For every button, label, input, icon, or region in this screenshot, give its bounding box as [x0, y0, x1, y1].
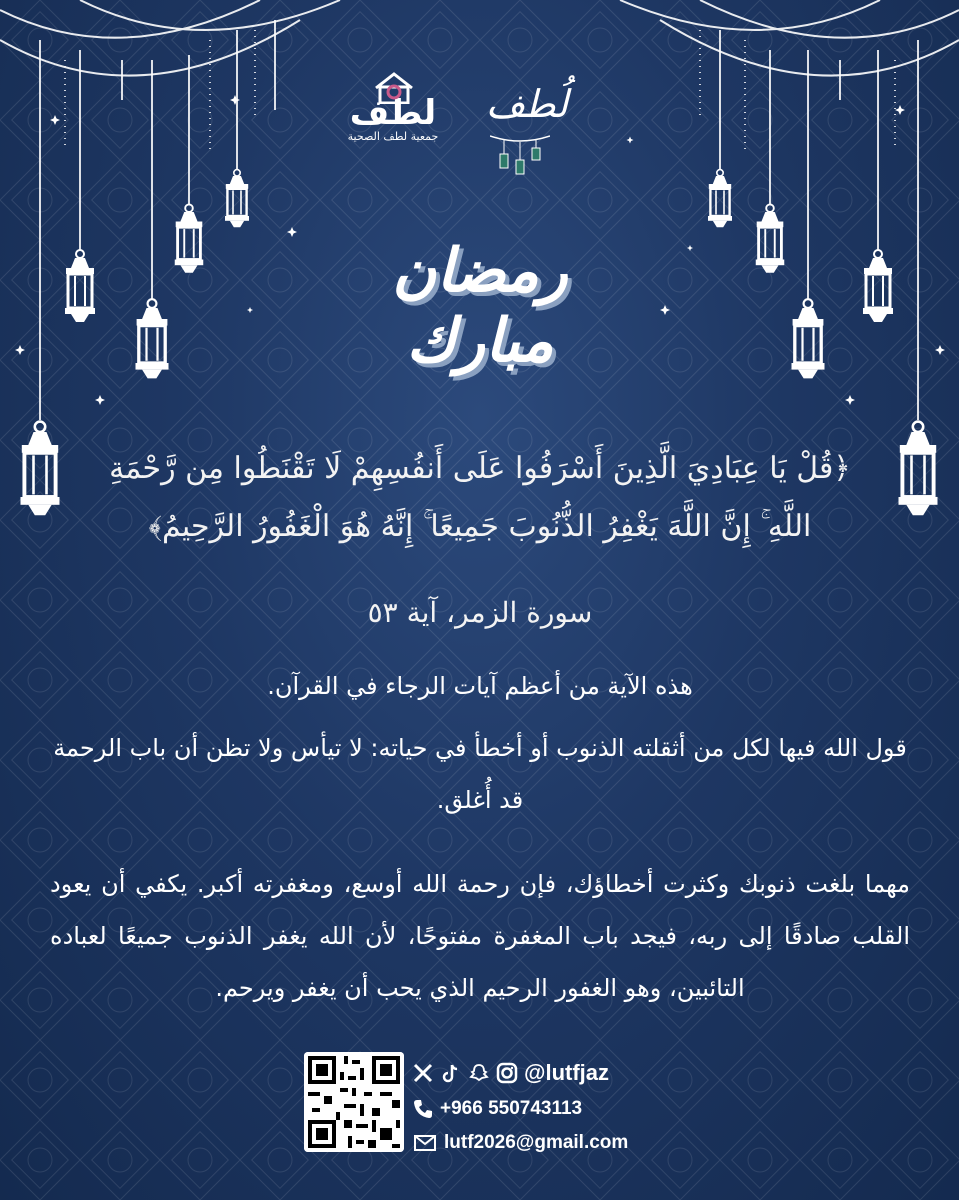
paragraph-1: هذه الآية من أعظم آيات الرجاء في القرآن. [267, 672, 693, 700]
quran-verse [80, 440, 880, 556]
social-row [412, 1060, 609, 1086]
lutf-script-logo [480, 82, 569, 182]
email-row [412, 1132, 628, 1154]
tiktok-icon[interactable] [440, 1062, 462, 1084]
phone-icon [412, 1098, 434, 1120]
contact-footer [300, 1052, 680, 1162]
snapchat-icon[interactable] [468, 1062, 490, 1084]
garland-strings [0, 0, 959, 76]
association-name: لطف [349, 93, 437, 133]
phone-number[interactable]: +966 550743113 [440, 1098, 583, 1119]
paragraph-3: مهما بلغت ذنوبك وكثرت أخطاؤك، فإن رحمة الله أوسع، ومغفرته أكبر. يكفي أن يعود القلب صادقًا إلى ربه، فيجد باب المغفرة مفتوحًا، لأن الله يغفر الذنوب جميعًا لعباده التائبين، وهو الغفور الرحيم الذي يحب أن يغفر ويرحم. [50, 870, 910, 1002]
social-handle[interactable]: @lutfjaz [524, 1060, 610, 1085]
mini-lanterns-icon [490, 132, 550, 182]
house-heart-icon [372, 72, 416, 104]
instagram-icon[interactable] [496, 1062, 518, 1084]
lutf-association-logo [338, 72, 448, 154]
script-logo-text: لُطف [486, 82, 569, 126]
ramadan-mubarak-title [300, 232, 660, 402]
verse-line-2: اللَّهِ ۚ إِنَّ اللَّهَ يَغْفِرُ الذُّنُوبَ جَمِيعًا ۚ إِنَّهُ هُوَ الْغَفُورُ الرَّحِيمُ﴾ [148, 509, 812, 544]
phone-row [412, 1098, 582, 1120]
verse-line-1: ﴿قُلْ يَا عِبَادِيَ الَّذِينَ أَسْرَفُوا عَلَى أَنفُسِهِمْ لَا تَقْنَطُوا مِن رَّحْمَةِ [109, 451, 851, 486]
association-subtitle: جمعية لطف الصحية [347, 130, 439, 143]
x-twitter-icon[interactable] [412, 1062, 434, 1084]
title-line-mubarak: مبارك [406, 306, 554, 376]
email-address[interactable]: lutf2026@gmail.com [444, 1132, 629, 1153]
mail-icon [412, 1132, 438, 1154]
title-line-ramadan: رمضان [392, 236, 568, 306]
paragraph-2: قول الله فيها لكل من أثقلته الذنوب أو أخطأ في حياته: لا تيأس ولا تظن أن باب الرحمة قد أُغلق. [53, 734, 907, 814]
qr-code[interactable] [304, 1052, 404, 1152]
verse-reference: سورة الزمر، آية ٥٣ [367, 596, 593, 629]
